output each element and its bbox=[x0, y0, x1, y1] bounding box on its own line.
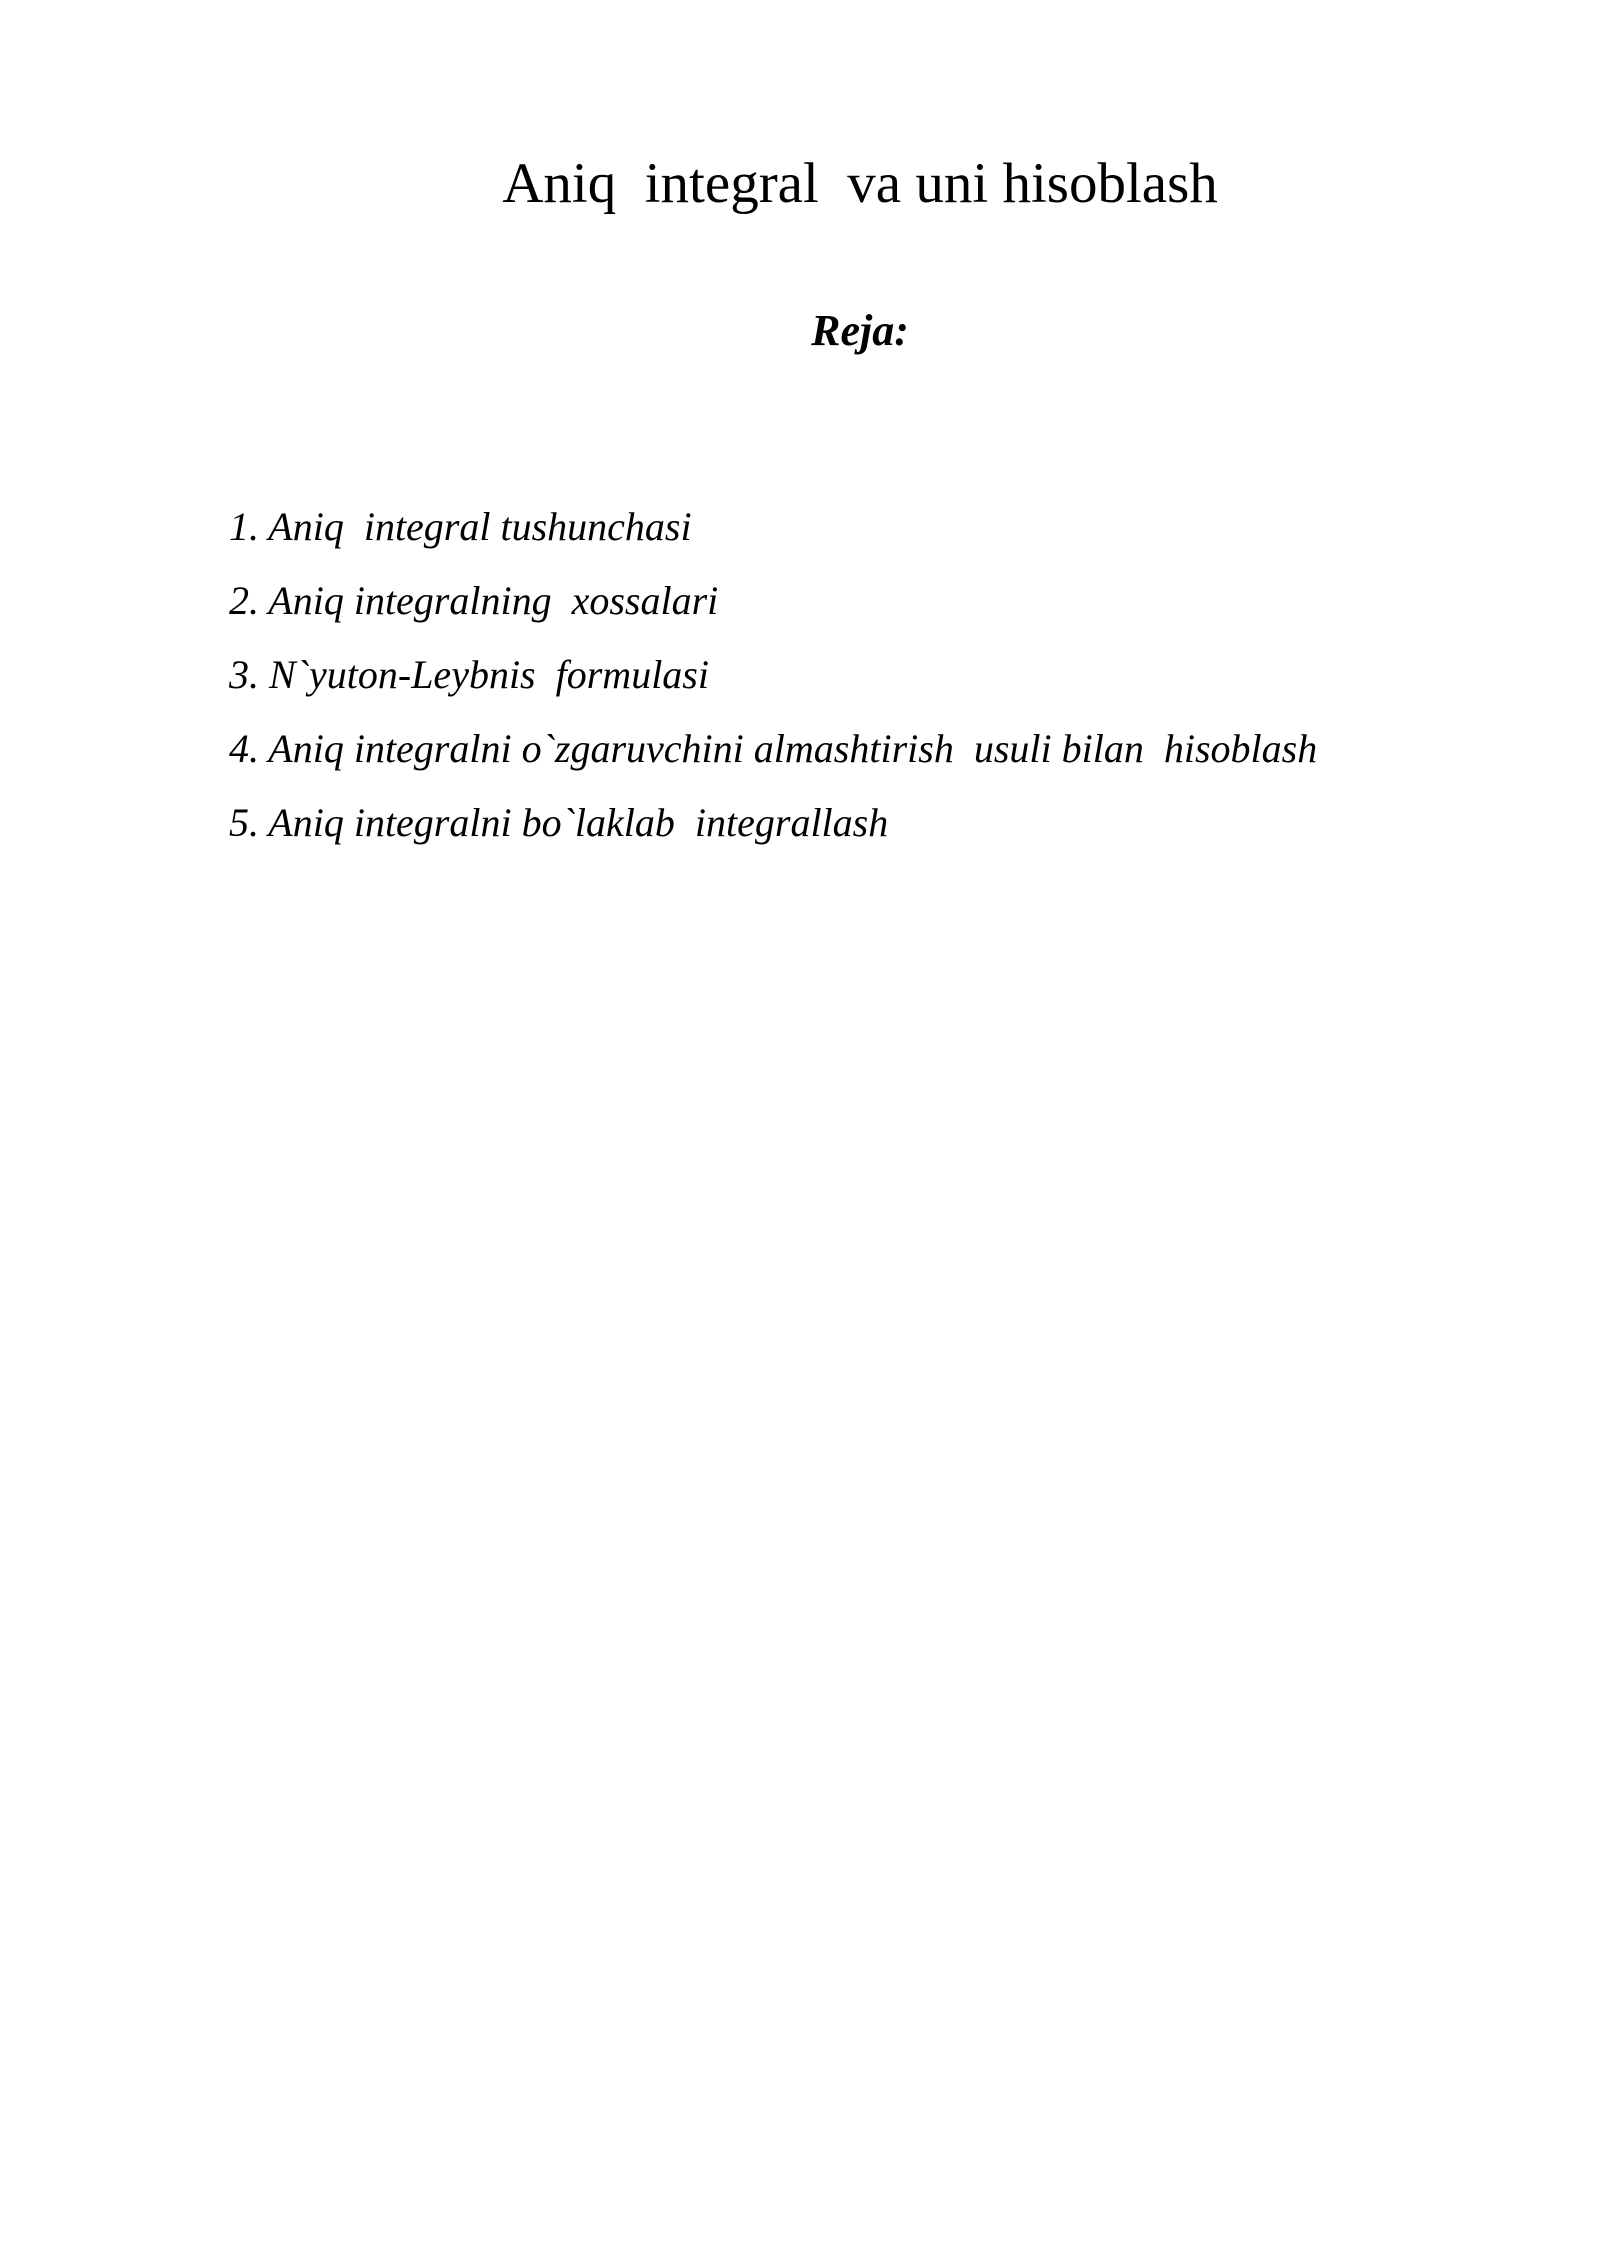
plan-item: 3. N`yuton-Leybnis formulasi bbox=[229, 652, 709, 697]
plan-heading: Reja: bbox=[811, 306, 909, 355]
plan-list bbox=[229, 490, 1317, 860]
plan-item: 4. Aniq integralni o`zgaruvchini almashtirish usuli bilan hisoblash bbox=[229, 726, 1318, 771]
plan-item: 1. Aniq integral tushunchasi bbox=[229, 504, 692, 549]
document-title: Aniq integral va uni hisoblash bbox=[502, 152, 1218, 215]
plan-item: 5. Aniq integralni bo`laklab integrallash bbox=[229, 800, 889, 845]
plan-item: 2. Aniq integralning xossalari bbox=[229, 578, 719, 623]
